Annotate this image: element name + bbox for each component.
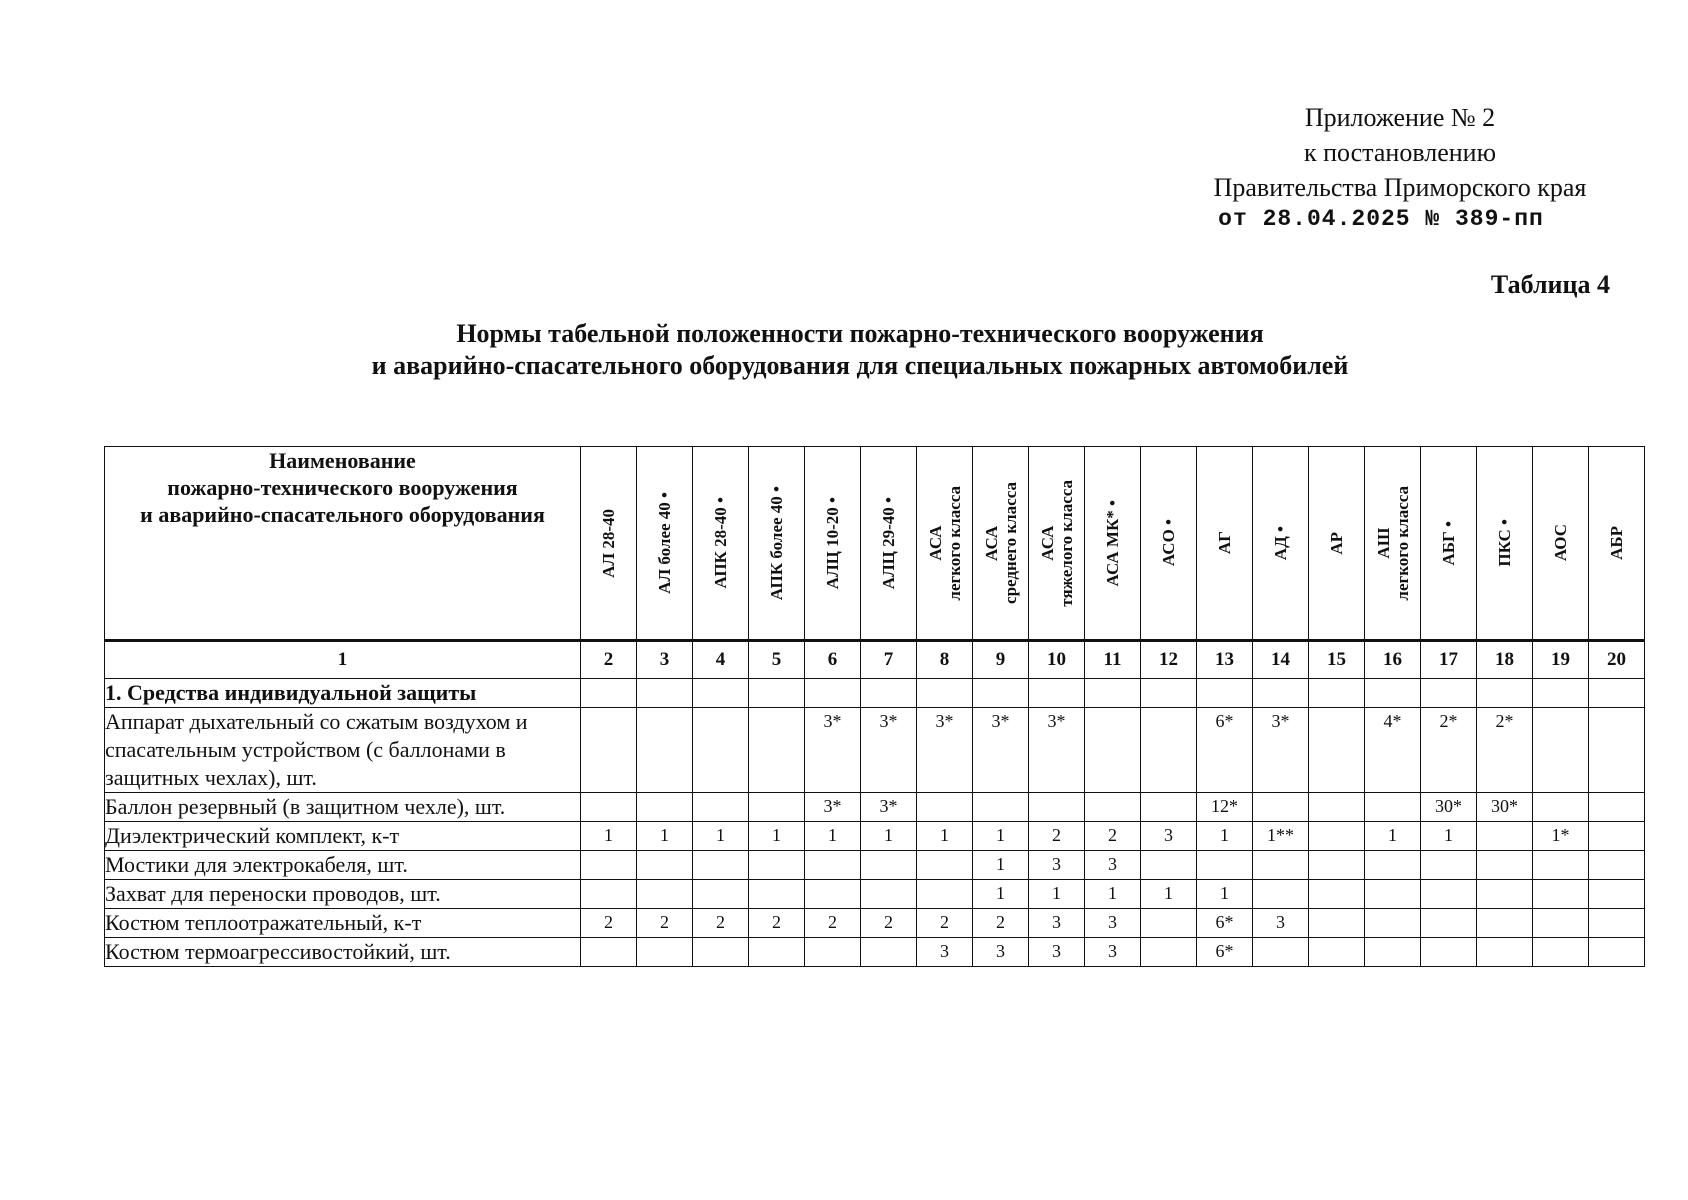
table-cell: 1 <box>1197 880 1253 909</box>
column-number: 20 <box>1589 641 1645 679</box>
table-cell <box>1533 793 1589 822</box>
column-header-10 <box>1029 447 1085 641</box>
column-number: 5 <box>749 641 805 679</box>
table-cell <box>1533 708 1589 793</box>
row-name: Баллон резервный (в защитном чехле), шт. <box>105 793 581 822</box>
table-cell <box>1477 938 1533 967</box>
table-cell: 3 <box>1085 851 1141 880</box>
table-cell <box>1589 938 1645 967</box>
table-cell: 3 <box>1029 909 1085 938</box>
table-cell <box>1085 708 1141 793</box>
table-cell <box>861 851 917 880</box>
row-name: Костюм теплоотражательный, к-т <box>105 909 581 938</box>
table-cell <box>1309 708 1365 793</box>
table-cell <box>1141 679 1197 708</box>
column-header-line: АСА МК* • <box>1103 499 1122 587</box>
table-cell <box>1365 880 1421 909</box>
column-header-line: АЛ 28-40 <box>599 508 618 578</box>
table-cell <box>1197 851 1253 880</box>
table-cell <box>1253 851 1309 880</box>
column-header-label <box>1103 500 1122 586</box>
column-number: 10 <box>1029 641 1085 679</box>
table-cell: 3 <box>1085 909 1141 938</box>
table-cell <box>581 938 637 967</box>
column-number: 13 <box>1197 641 1253 679</box>
table-cell <box>581 851 637 880</box>
table-cell: 1 <box>637 822 693 851</box>
column-header-label <box>1551 524 1570 561</box>
column-header-label <box>926 486 964 601</box>
table-cell <box>637 793 693 822</box>
table-cell <box>917 793 973 822</box>
table-cell <box>861 880 917 909</box>
column-header-label <box>1159 519 1178 566</box>
table-cell: 2 <box>749 909 805 938</box>
table-cell <box>1085 793 1141 822</box>
table-cell <box>1477 679 1533 708</box>
decree-stamp: от 28.04.2025 № 389-пп <box>1218 206 1544 232</box>
table-cell: 3* <box>973 708 1029 793</box>
table-cell: 2 <box>973 909 1029 938</box>
table-row <box>105 909 1645 938</box>
table-row <box>105 851 1645 880</box>
column-header-line: легкого класса <box>944 485 964 601</box>
column-header-2 <box>581 447 637 641</box>
appendix-line: Приложение № 2 <box>1304 103 1496 132</box>
table-cell <box>805 679 861 708</box>
table-cell: 3* <box>861 708 917 793</box>
table-cell <box>1309 909 1365 938</box>
column-header-label <box>1439 521 1458 566</box>
column-header-line: АШ <box>1373 527 1393 559</box>
table-cell <box>1029 679 1085 708</box>
column-header-19 <box>1533 447 1589 641</box>
table-row <box>105 938 1645 967</box>
table-cell: 2 <box>637 909 693 938</box>
column-header-label <box>1038 480 1076 607</box>
appendix-line: Правительства Приморского края <box>1213 173 1587 202</box>
table-cell <box>749 793 805 822</box>
table-cell: 3* <box>805 793 861 822</box>
table-cell <box>693 679 749 708</box>
column-header-14 <box>1253 447 1309 641</box>
table-cell: 2 <box>861 909 917 938</box>
table-cell <box>861 938 917 967</box>
table-cell <box>1589 909 1645 938</box>
column-header-label <box>1327 532 1346 555</box>
column-header-line: АПК более 40 • <box>767 485 786 601</box>
table-cell: 1 <box>1197 822 1253 851</box>
table-cell <box>1533 909 1589 938</box>
column-header-line: легкого класса <box>1392 485 1412 601</box>
row-name: Захват для переноски проводов, шт. <box>105 880 581 909</box>
table-cell <box>1141 909 1197 938</box>
table-cell: 3 <box>917 938 973 967</box>
column-number: 12 <box>1141 641 1197 679</box>
table-cell: 3 <box>1085 938 1141 967</box>
table-cell <box>1421 679 1477 708</box>
table-cell <box>581 880 637 909</box>
table-cell: 3 <box>1141 822 1197 851</box>
column-header-line: АБР <box>1607 526 1626 560</box>
table-row <box>105 793 1645 822</box>
table-cell <box>749 851 805 880</box>
column-header-line: АОС <box>1551 524 1570 562</box>
table-cell <box>1253 880 1309 909</box>
table-cell <box>693 708 749 793</box>
column-header-line: АСА <box>981 525 1001 561</box>
table-cell <box>1253 793 1309 822</box>
table-cell <box>1309 938 1365 967</box>
column-header-9 <box>973 447 1029 641</box>
table-number: Таблица 4 <box>1490 270 1610 299</box>
table-cell: 1 <box>973 851 1029 880</box>
table-cell <box>1365 938 1421 967</box>
column-number: 18 <box>1477 641 1533 679</box>
column-header-line: АСА <box>1037 525 1057 561</box>
name-header-line: и аварийно-спасательного оборудования <box>140 502 545 527</box>
table-cell: 2 <box>1029 822 1085 851</box>
table-cell <box>1309 822 1365 851</box>
table-cell <box>1589 679 1645 708</box>
column-number: 3 <box>637 641 693 679</box>
table-cell <box>1309 793 1365 822</box>
table-cell <box>1141 851 1197 880</box>
column-header-line: АЛ более 40 • <box>655 492 674 594</box>
table-cell <box>1589 708 1645 793</box>
column-header-line: АГ <box>1215 531 1234 555</box>
table-cell <box>1421 909 1477 938</box>
table-cell <box>749 679 805 708</box>
table-cell <box>1141 793 1197 822</box>
table-cell: 2* <box>1421 708 1477 793</box>
table-cell <box>1253 938 1309 967</box>
table-cell <box>1477 880 1533 909</box>
column-number: 7 <box>861 641 917 679</box>
table-cell: 1 <box>861 822 917 851</box>
table-cell: 1 <box>973 822 1029 851</box>
table-cell: 3 <box>1253 909 1309 938</box>
table-cell <box>693 793 749 822</box>
column-header-15 <box>1309 447 1365 641</box>
table-cell: 30* <box>1477 793 1533 822</box>
table-cell <box>917 679 973 708</box>
column-header-label <box>1495 519 1514 567</box>
column-header-label <box>1374 486 1412 601</box>
title-line: и аварийно-спасательного оборудования для специальных пожарных автомобилей <box>371 351 1349 380</box>
column-header-label <box>982 482 1020 604</box>
column-number: 1 <box>105 641 581 679</box>
table-cell <box>805 938 861 967</box>
table-cell <box>1197 679 1253 708</box>
column-number: 4 <box>693 641 749 679</box>
table-cell: 4* <box>1365 708 1421 793</box>
table-cell <box>1533 880 1589 909</box>
title-line: Нормы табельной положенности пожарно-технического вооружения <box>456 319 1264 348</box>
header-row <box>105 447 1645 641</box>
table-cell: 3 <box>1029 938 1085 967</box>
column-header-5 <box>749 447 805 641</box>
column-header-3 <box>637 447 693 641</box>
column-header-line: АБГ • <box>1439 520 1458 566</box>
column-header-label <box>1271 526 1290 560</box>
table-cell <box>1253 679 1309 708</box>
column-header-12 <box>1141 447 1197 641</box>
table-cell <box>637 851 693 880</box>
table-cell: 2 <box>805 909 861 938</box>
table-cell: 30* <box>1421 793 1477 822</box>
name-column-header <box>105 447 581 641</box>
table-cell: 1 <box>1141 880 1197 909</box>
table-cell <box>1589 793 1645 822</box>
table-row <box>105 708 1645 793</box>
table-cell: 3* <box>1253 708 1309 793</box>
table-cell <box>693 938 749 967</box>
document-title <box>300 318 1420 382</box>
table-cell: 2 <box>693 909 749 938</box>
table-cell <box>1309 679 1365 708</box>
table-row <box>105 880 1645 909</box>
table-cell <box>1533 851 1589 880</box>
table-cell <box>973 793 1029 822</box>
column-number: 14 <box>1253 641 1309 679</box>
table-cell <box>1589 851 1645 880</box>
table-cell <box>917 851 973 880</box>
column-number: 15 <box>1309 641 1365 679</box>
column-header-18 <box>1477 447 1533 641</box>
table-cell <box>1589 822 1645 851</box>
column-header-label <box>711 497 730 589</box>
table-cell <box>1365 679 1421 708</box>
column-number: 2 <box>581 641 637 679</box>
column-header-label <box>1215 531 1234 554</box>
table-cell: 1 <box>581 822 637 851</box>
table-cell <box>1421 938 1477 967</box>
table-cell <box>1421 851 1477 880</box>
table-cell: 2 <box>581 909 637 938</box>
table-cell <box>1141 938 1197 967</box>
column-number: 8 <box>917 641 973 679</box>
table-cell: 3* <box>861 793 917 822</box>
column-header-line: АСО • <box>1159 519 1178 567</box>
column-header-line: АПК 28-40 • <box>711 497 730 589</box>
table-cell: 3 <box>1029 851 1085 880</box>
table-cell <box>637 880 693 909</box>
table-row <box>105 822 1645 851</box>
table-cell <box>637 938 693 967</box>
table-cell <box>749 708 805 793</box>
column-header-7 <box>861 447 917 641</box>
column-number: 6 <box>805 641 861 679</box>
table-cell: 6* <box>1197 909 1253 938</box>
column-header-20 <box>1589 447 1645 641</box>
table-cell: 1** <box>1253 822 1309 851</box>
column-header-17 <box>1421 447 1477 641</box>
table-cell <box>1085 679 1141 708</box>
table-cell <box>1141 708 1197 793</box>
name-header-line: пожарно-технического вооружения <box>167 475 518 500</box>
column-header-line: АЛЦ 29-40 • <box>879 496 898 590</box>
row-name: Диэлектрический комплект, к-т <box>105 822 581 851</box>
column-header-16 <box>1365 447 1421 641</box>
table-cell <box>1029 793 1085 822</box>
row-name: Аппарат дыхательный со сжатым воздухом и спасательным устройством (с баллонами в защитных чехлах), шт. <box>105 708 581 793</box>
table-cell: 1 <box>805 822 861 851</box>
column-number-row <box>105 641 1645 679</box>
column-header-line: ПКС • <box>1495 519 1514 567</box>
table-cell: 6* <box>1197 938 1253 967</box>
column-header-line: АЛЦ 10-20 • <box>823 496 842 590</box>
name-header-line: Наименование <box>269 448 416 473</box>
table-cell: 1 <box>1365 822 1421 851</box>
table-cell: 6* <box>1197 708 1253 793</box>
column-header-6 <box>805 447 861 641</box>
table-cell <box>1477 851 1533 880</box>
table-cell: 1 <box>917 822 973 851</box>
row-name: Костюм термоагрессивостойкий, шт. <box>105 938 581 967</box>
column-header-4 <box>693 447 749 641</box>
table-cell <box>1309 880 1365 909</box>
table-cell <box>581 793 637 822</box>
table-cell <box>581 679 637 708</box>
table-cell <box>1477 822 1533 851</box>
column-header-line: АСА <box>925 525 945 561</box>
table-cell: 1* <box>1533 822 1589 851</box>
column-header-line: среднего класса <box>1000 482 1020 604</box>
column-header-label <box>1607 526 1626 560</box>
table-cell <box>749 938 805 967</box>
table-cell: 1 <box>693 822 749 851</box>
table-cell <box>749 880 805 909</box>
section-row <box>105 679 1645 708</box>
column-number: 16 <box>1365 641 1421 679</box>
appendix-block <box>1190 100 1610 233</box>
table-cell <box>637 679 693 708</box>
table-cell: 1 <box>749 822 805 851</box>
column-number: 19 <box>1533 641 1589 679</box>
column-header-line: АР <box>1327 531 1346 555</box>
table-cell <box>581 708 637 793</box>
table-cell <box>1365 851 1421 880</box>
column-number: 17 <box>1421 641 1477 679</box>
table-cell <box>1365 793 1421 822</box>
column-header-line: АД • <box>1271 525 1290 561</box>
table-cell <box>1365 909 1421 938</box>
table-cell: 3* <box>917 708 973 793</box>
column-header-line: тяжелого класса <box>1056 479 1076 607</box>
table-cell: 2 <box>1085 822 1141 851</box>
table-cell: 12* <box>1197 793 1253 822</box>
row-name: Мостики для электрокабеля, шт. <box>105 851 581 880</box>
column-header-label <box>599 509 618 578</box>
table-cell <box>1589 880 1645 909</box>
table-cell <box>1421 880 1477 909</box>
column-header-label <box>767 486 786 600</box>
table-cell <box>1533 938 1589 967</box>
column-header-label <box>879 497 898 589</box>
column-header-11 <box>1085 447 1141 641</box>
table-cell: 3 <box>973 938 1029 967</box>
section-title: 1. Средства индивидуальной защиты <box>105 679 581 708</box>
table-cell <box>917 880 973 909</box>
table-cell <box>861 679 917 708</box>
table-cell: 3* <box>805 708 861 793</box>
table-cell <box>1477 909 1533 938</box>
table-cell <box>693 880 749 909</box>
table-cell: 1 <box>1421 822 1477 851</box>
table-cell <box>805 851 861 880</box>
column-header-8 <box>917 447 973 641</box>
table-cell <box>1309 851 1365 880</box>
column-number: 11 <box>1085 641 1141 679</box>
table-cell: 1 <box>1085 880 1141 909</box>
column-number: 9 <box>973 641 1029 679</box>
column-header-label <box>655 492 674 594</box>
table-cell: 2* <box>1477 708 1533 793</box>
column-header-13 <box>1197 447 1253 641</box>
table-cell <box>1533 679 1589 708</box>
table-body <box>105 641 1645 967</box>
table-cell <box>637 708 693 793</box>
table-cell: 3* <box>1029 708 1085 793</box>
table-cell: 1 <box>1029 880 1085 909</box>
table-cell: 1 <box>973 880 1029 909</box>
appendix-line: к постановлению <box>1303 138 1497 167</box>
table-cell <box>805 880 861 909</box>
norms-table <box>104 446 1645 967</box>
table-cell: 2 <box>917 909 973 938</box>
column-header-label <box>823 497 842 589</box>
table-cell <box>973 679 1029 708</box>
table-cell <box>693 851 749 880</box>
